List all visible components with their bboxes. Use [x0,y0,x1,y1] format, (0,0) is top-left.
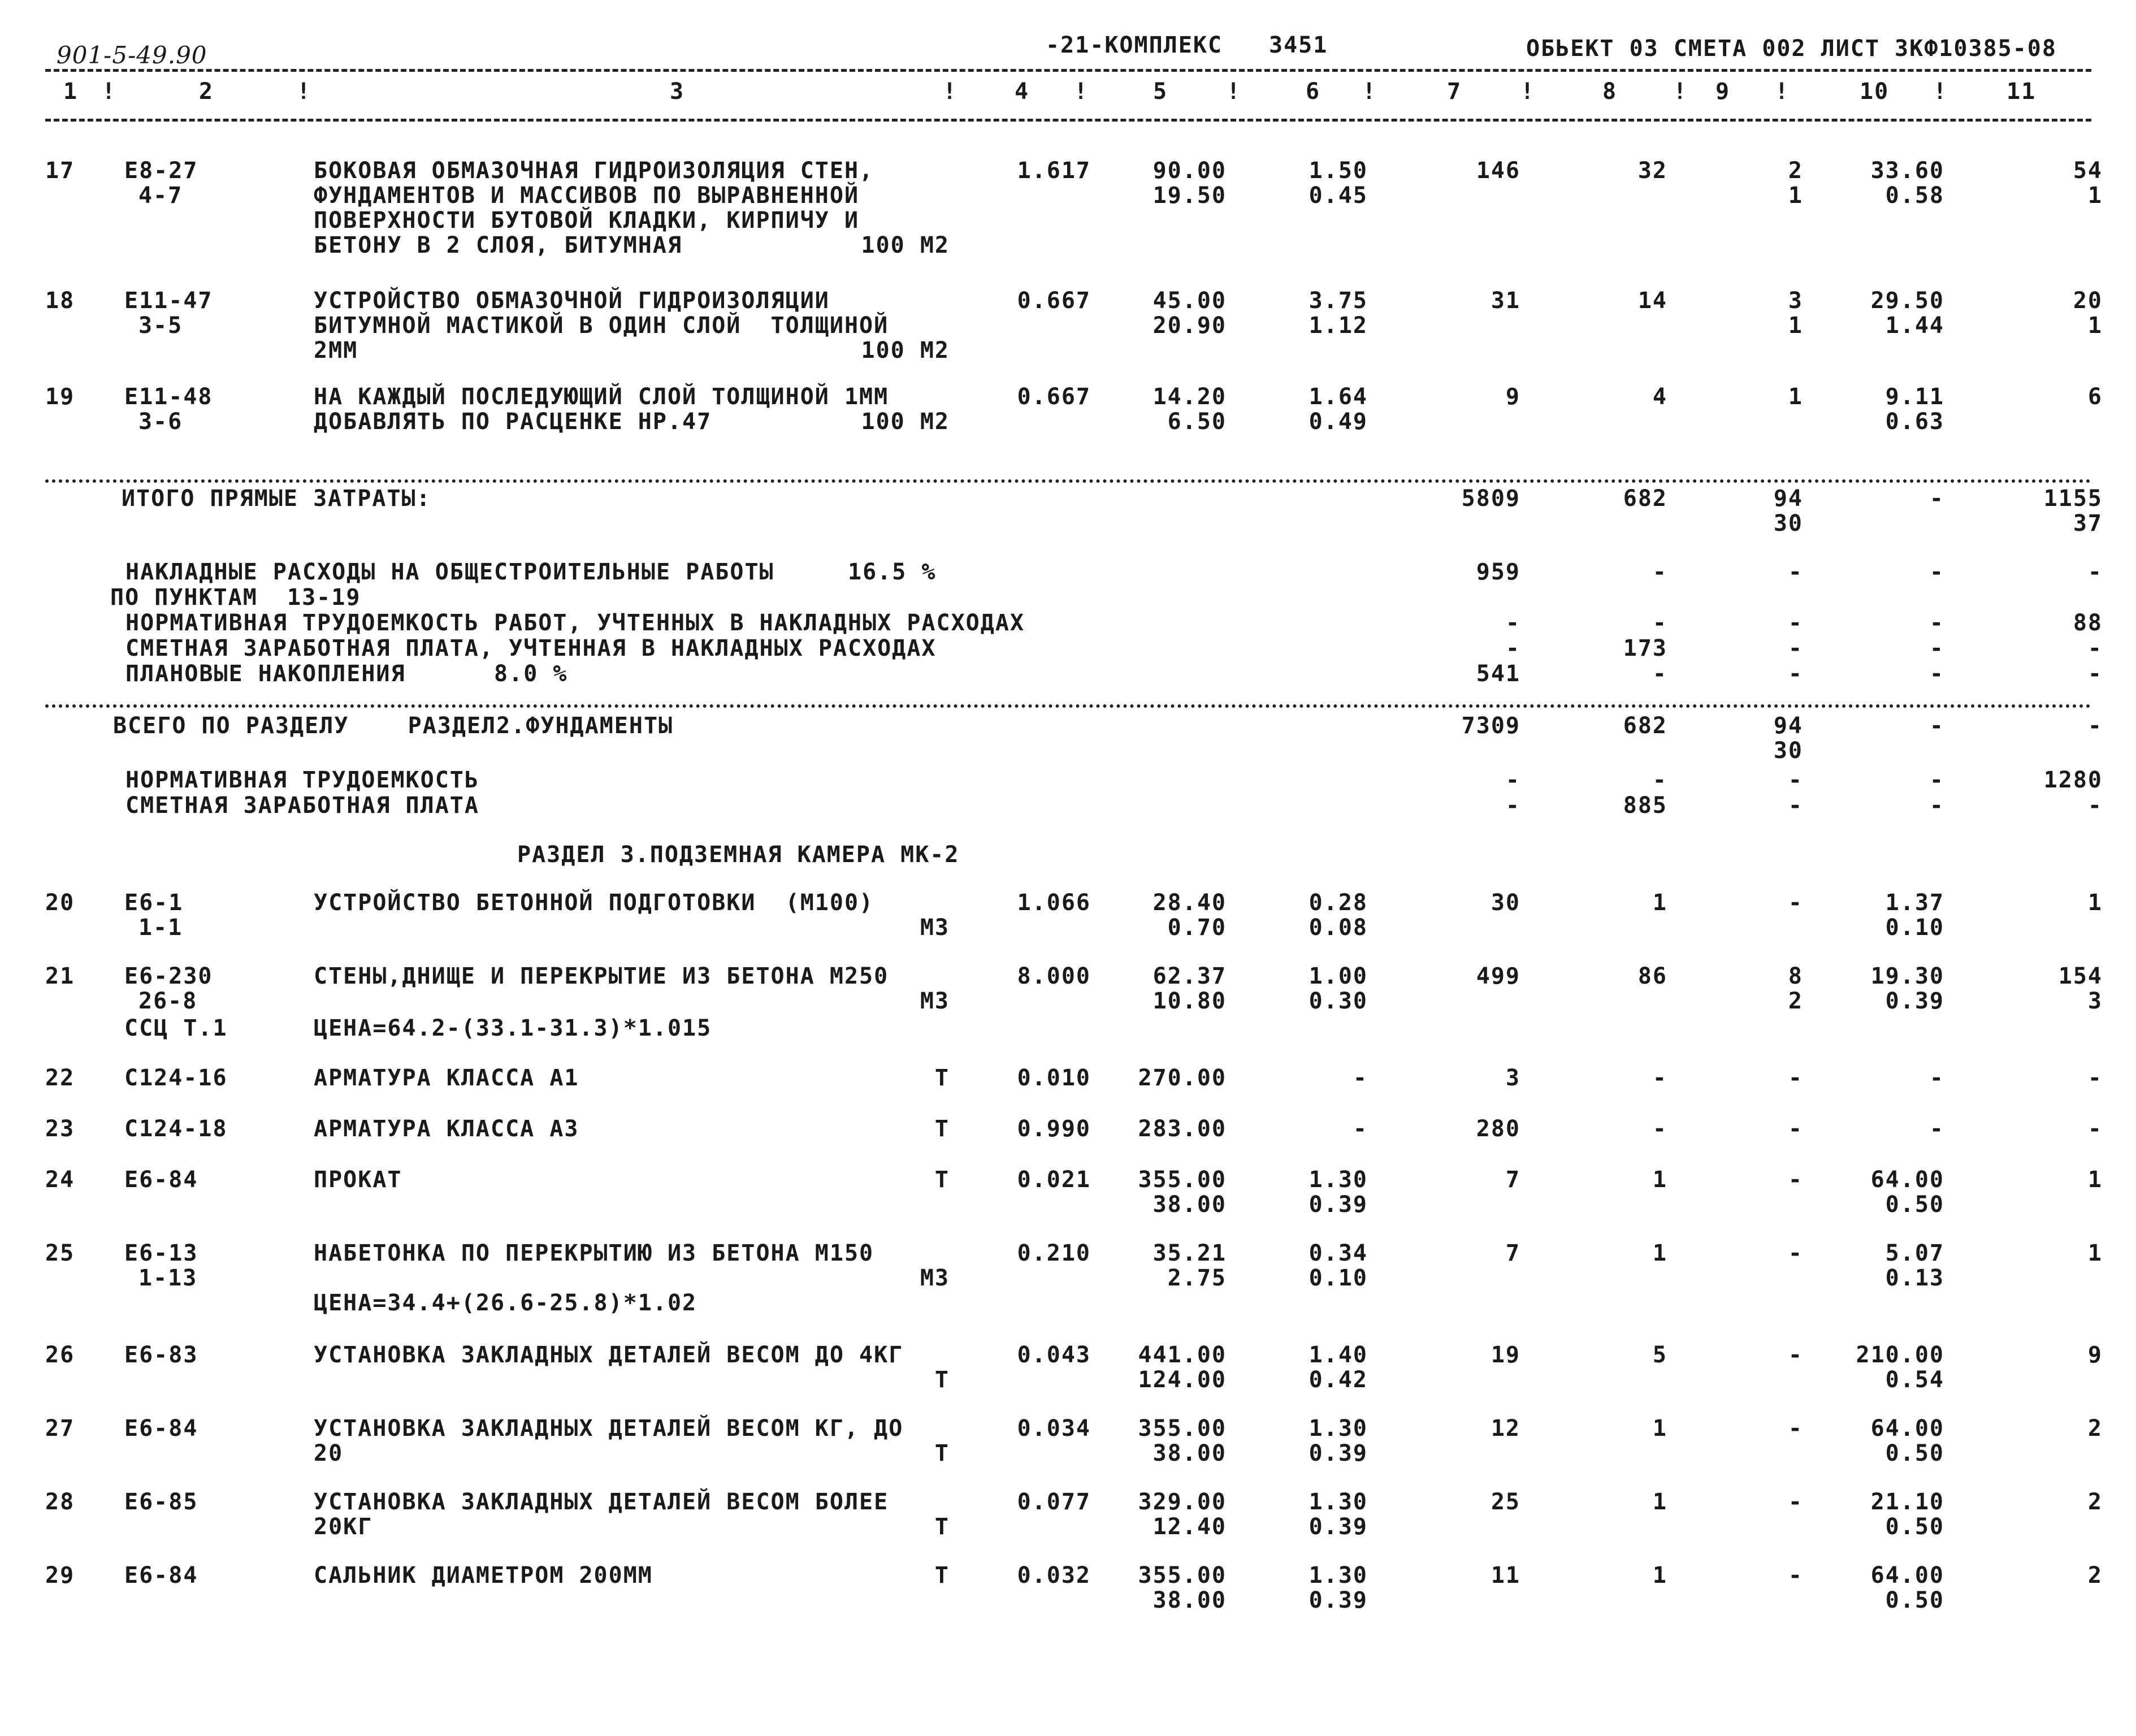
value-c8: 1 [1652,1240,1667,1266]
section3-title: РАЗДЕЛ 3.ПОДЗЕМНАЯ КАМЕРА МК-2 [517,842,960,868]
work-description: 20 [314,1440,344,1466]
work-description: ЦЕНА=34.4+(26.6-25.8)*1.02 [314,1290,697,1316]
column-header-4: 4 [1015,79,1030,105]
value-c9: - [1788,1167,1803,1193]
overhead-c8: - [1652,661,1667,687]
row-number: 23 [45,1116,75,1142]
value-c9: - [1788,1489,1803,1515]
value-c10: 64.00 [1870,1415,1944,1441]
value-c5: 329.00 [1138,1489,1227,1515]
value-c7: 7 [1505,1167,1520,1193]
value-c9: 2 [1788,988,1803,1014]
value-c10: 5.07 [1885,1240,1944,1266]
value-c9: 3 [1788,288,1803,314]
value-c5: 355.00 [1138,1167,1227,1193]
value-c11: 2 [2087,1562,2103,1588]
value-c6: 0.08 [1309,915,1368,941]
value-c6: 0.39 [1309,1440,1368,1466]
value-c8: 14 [1637,288,1667,314]
row-number: 17 [45,158,75,184]
overhead-c10: - [1929,635,1944,661]
totals-c9: 94 [1773,486,1803,512]
value-c11: 54 [2073,158,2103,184]
rate-code: Е6-84 [124,1167,198,1193]
work-description: БЕТОНУ В 2 СЛОЯ, БИТУМНАЯ [314,232,683,258]
column-separator: ! [1362,79,1377,105]
work-description: БОКОВАЯ ОБМАЗОЧНАЯ ГИДРОИЗОЛЯЦИЯ СТЕН, [314,158,874,184]
value-c8: 86 [1637,963,1667,989]
value-c7: 12 [1491,1415,1520,1441]
totals-rule [45,479,2091,483]
value-c9: 2 [1788,158,1803,184]
value-c10: 0.10 [1885,915,1944,941]
overhead-c7: - [1505,635,1520,661]
value-c6: 1.30 [1309,1562,1368,1588]
work-description: ЦЕНА=64.2-(33.1-31.3)*1.015 [314,1015,712,1041]
value-c7: 30 [1491,890,1520,916]
value-c5: 355.00 [1138,1562,1227,1588]
value-c10: 0.50 [1885,1514,1944,1540]
value-c5: 270.00 [1138,1065,1227,1091]
quantity: 0.667 [1017,288,1091,314]
rate-code: Е6-230 [124,963,213,989]
section-extra-c8: - [1652,767,1667,793]
overhead-c11: - [2087,635,2103,661]
value-c11: 1 [2087,890,2103,916]
section-extra-c11: - [2087,793,2103,819]
totals-c9: 30 [1773,510,1803,536]
row-number: 27 [45,1415,75,1441]
value-c5: 38.00 [1153,1440,1227,1466]
work-description: УСТАНОВКА ЗАКЛАДНЫХ ДЕТАЛЕЙ ВЕСОМ КГ, ДО [314,1415,904,1441]
overhead-c7: - [1505,610,1520,636]
unit-of-measure: Т [934,1065,950,1091]
rate-code: Е6-1 [124,890,184,916]
value-c9: - [1788,1065,1803,1091]
work-description: НА КАЖДЫЙ ПОСЛЕДУЮЩИЙ СЛОЙ ТОЛЩИНОЙ 1ММ [314,384,889,410]
overhead-c7: 959 [1476,559,1520,585]
overhead-c10: - [1929,610,1944,636]
unit-of-measure: 100 М2 [861,232,950,258]
totals-c8: 682 [1623,486,1667,512]
overhead-c8: - [1652,559,1667,585]
value-c5: 35.21 [1153,1240,1227,1266]
value-c5: 283.00 [1138,1116,1227,1142]
value-c7: 9 [1505,384,1520,410]
value-c7: 25 [1491,1489,1520,1515]
value-c9: - [1788,1116,1803,1142]
value-c5: 19.50 [1153,183,1227,209]
value-c5: 38.00 [1153,1587,1227,1613]
value-c10: 0.54 [1885,1367,1944,1393]
row-number: 24 [45,1167,75,1193]
value-c5: 12.40 [1153,1514,1227,1540]
value-c11: 1 [2087,183,2103,209]
value-c8: 32 [1637,158,1667,184]
quantity: 0.667 [1017,384,1091,410]
value-c10: 0.58 [1885,183,1944,209]
value-c10: - [1929,1116,1944,1142]
row-number: 29 [45,1562,75,1588]
work-description: СТЕНЫ,ДНИЩЕ И ПЕРЕКРЫТИЕ ИЗ БЕТОНА М250 [314,963,889,989]
overhead-label: СМЕТНАЯ ЗАРАБОТНАЯ ПЛАТА, УЧТЕННАЯ В НАКЛАДНЫХ РАСХОДАХ [125,635,937,661]
overhead-label: НОРМАТИВНАЯ ТРУДОЕМКОСТЬ РАБОТ, УЧТЕННЫХ В НАКЛАДНЫХ РАСХОДАХ [125,610,1025,636]
value-c5: 28.40 [1153,890,1227,916]
value-c11: 2 [2087,1489,2103,1515]
value-c10: 0.50 [1885,1587,1944,1613]
work-description: УСТРОЙСТВО ОБМАЗОЧНОЙ ГИДРОИЗОЛЯЦИИ [314,288,830,314]
overhead-c8: 173 [1623,635,1667,661]
unit-of-measure: М3 [920,1265,950,1291]
value-c9: - [1788,1342,1803,1368]
quantity: 0.210 [1017,1240,1091,1266]
value-c10: 0.50 [1885,1192,1944,1218]
section-extra-c11: 1280 [2043,767,2103,793]
value-c6: 0.39 [1309,1192,1368,1218]
value-c5: 441.00 [1138,1342,1227,1368]
overhead-c9: - [1788,610,1803,636]
value-c7: 11 [1491,1562,1520,1588]
value-c5: 124.00 [1138,1367,1227,1393]
rate-code-sub: 1-1 [138,915,183,941]
complex-number: 3451 [1269,32,1328,58]
value-c5: 45.00 [1153,288,1227,314]
row-number: 22 [45,1065,75,1091]
overhead-c11: - [2087,559,2103,585]
quantity: 1.066 [1017,890,1091,916]
row-number: 18 [45,288,75,314]
rate-code: Е6-84 [124,1562,198,1588]
value-c6: 0.39 [1309,1587,1368,1613]
value-c9: - [1788,890,1803,916]
work-description: 20КГ [314,1514,373,1540]
overhead-label: ПЛАНОВЫЕ НАКОПЛЕНИЯ 8.0 % [125,661,568,687]
section-extra-c7: - [1505,793,1520,819]
quantity: 8.000 [1017,963,1091,989]
section-total-c11: - [2087,713,2103,739]
value-c11: - [2087,1065,2103,1091]
value-c11: 9 [2087,1342,2103,1368]
section-total-c8: 682 [1623,713,1667,739]
work-description: УСТАНОВКА ЗАКЛАДНЫХ ДЕТАЛЕЙ ВЕСОМ ДО 4КГ [314,1342,904,1368]
value-c10: 1.37 [1885,890,1944,916]
rate-code-sub: 3-5 [138,313,183,339]
unit-of-measure: Т [934,1514,950,1540]
value-c6: - [1353,1065,1368,1091]
column-separator: ! [943,79,958,105]
value-c5: 62.37 [1153,963,1227,989]
section-extra-c10: - [1929,767,1944,793]
totals-c10: - [1929,486,1944,512]
section-total-c7: 7309 [1461,713,1520,739]
value-c5: 10.80 [1153,988,1227,1014]
value-c8: - [1652,1116,1667,1142]
rate-code: Е6-83 [124,1342,198,1368]
section-total-rule [45,704,2091,708]
value-c10: 0.63 [1885,409,1944,435]
overhead-c9: - [1788,559,1803,585]
overhead-c9: - [1788,635,1803,661]
section-extra-label: НОРМАТИВНАЯ ТРУДОЕМКОСТЬ [125,767,479,793]
quantity: 1.617 [1017,158,1091,184]
value-c10: 29.50 [1870,288,1944,314]
value-c9: - [1788,1240,1803,1266]
overhead-c7: 541 [1476,661,1520,687]
value-c6: 0.49 [1309,409,1368,435]
value-c9: 1 [1788,313,1803,339]
work-description: УСТАНОВКА ЗАКЛАДНЫХ ДЕТАЛЕЙ ВЕСОМ БОЛЕЕ [314,1489,889,1515]
value-c7: 3 [1505,1065,1520,1091]
value-c8: 1 [1652,1489,1667,1515]
value-c6: 1.12 [1309,313,1368,339]
value-c11: 154 [2058,963,2103,989]
value-c7: 19 [1491,1342,1520,1368]
column-separator: ! [297,79,312,105]
handwritten-code: 901-5-49.90 [57,41,207,69]
rate-code-sub: 4-7 [138,183,183,209]
overhead-c10: - [1929,559,1944,585]
value-c10: - [1929,1065,1944,1091]
value-c5: 0.70 [1167,915,1227,941]
value-c8: 1 [1652,1415,1667,1441]
column-header-2: 2 [199,79,214,105]
rate-code: Е6-13 [124,1240,198,1266]
work-description: САЛЬНИК ДИАМЕТРОМ 200ММ [314,1562,653,1588]
work-description: ФУНДАМЕНТОВ И МАССИВОВ ПО ВЫРАВНЕННОЙ [314,183,860,209]
rate-code-sub: 26-8 [138,988,198,1014]
row-number: 28 [45,1489,75,1515]
section-total-c10: - [1929,713,1944,739]
overhead-label: ПО ПУНКТАМ 13-19 [110,585,361,611]
section-extra-c7: - [1505,767,1520,793]
value-c11: 6 [2087,384,2103,410]
value-c5: 20.90 [1153,313,1227,339]
section-extra-c9: - [1788,767,1803,793]
value-c8: 1 [1652,1167,1667,1193]
rate-code: Е6-84 [124,1415,198,1441]
value-c6: 1.30 [1309,1489,1368,1515]
quantity: 0.034 [1017,1415,1091,1441]
value-c5: 14.20 [1153,384,1227,410]
unit-of-measure: 100 М2 [861,337,950,363]
object-info: ОБЬЕКТ 03 СМЕТА 002 ЛИСТ 3КФ10385-08 [1526,36,2057,62]
work-description: АРМАТУРА КЛАССА А1 [314,1065,579,1091]
value-c5: 355.00 [1138,1415,1227,1441]
quantity: 0.990 [1017,1116,1091,1142]
overhead-label: НАКЛАДНЫЕ РАСХОДЫ НА ОБЩЕСТРОИТЕЛЬНЫЕ РАБОТЫ 16.5 % [125,559,937,585]
work-description: УСТРОЙСТВО БЕТОННОЙ ПОДГОТОВКИ (М100) [314,890,874,916]
quantity: 0.010 [1017,1065,1091,1091]
work-description: ДОБАВЛЯТЬ ПО РАСЦЕНКЕ НР.47 [314,409,712,435]
overhead-c9: - [1788,661,1803,687]
section-extra-c8: 885 [1623,793,1667,819]
totals-c7: 5809 [1461,486,1520,512]
row-number: 25 [45,1240,75,1266]
column-header-5: 5 [1153,79,1168,105]
value-c6: 0.42 [1309,1367,1368,1393]
header-rule-top [45,69,2091,72]
column-header-8: 8 [1602,79,1618,105]
column-header-6: 6 [1306,79,1321,105]
value-c6: 3.75 [1309,288,1368,314]
value-c6: 0.10 [1309,1265,1368,1291]
unit-of-measure: М3 [920,915,950,941]
quantity: 0.043 [1017,1342,1091,1368]
section-extra-label: СМЕТНАЯ ЗАРАБОТНАЯ ПЛАТА [125,793,479,819]
value-c6: 0.34 [1309,1240,1368,1266]
value-c6: 0.45 [1309,183,1368,209]
overhead-c10: - [1929,661,1944,687]
rate-code-sub: 3-6 [138,409,183,435]
value-c10: 21.10 [1870,1489,1944,1515]
value-c6: 1.30 [1309,1167,1368,1193]
value-c5: 38.00 [1153,1192,1227,1218]
value-c6: 0.39 [1309,1514,1368,1540]
value-c8: 1 [1652,890,1667,916]
rate-code: С124-16 [124,1065,228,1091]
overhead-c11: - [2087,661,2103,687]
value-c9: - [1788,1415,1803,1441]
column-separator: ! [1775,79,1790,105]
column-header-3: 3 [670,79,685,105]
value-c11: 3 [2087,988,2103,1014]
value-c11: 1 [2087,1240,2103,1266]
work-description: БИТУМНОЙ МАСТИКОЙ В ОДИН СЛОЙ ТОЛЩИНОЙ [314,313,889,339]
work-description: 2ММ [314,337,358,363]
value-c8: - [1652,1065,1667,1091]
work-description: ПОВЕРХНОСТИ БУТОВОЙ КЛАДКИ, КИРПИЧУ И [314,207,860,233]
value-c7: 280 [1476,1116,1520,1142]
row-number: 19 [45,384,75,410]
value-c10: 0.50 [1885,1440,1944,1466]
value-c10: 0.39 [1885,988,1944,1014]
value-c9: 8 [1788,963,1803,989]
value-c10: 210.00 [1856,1342,1944,1368]
unit-of-measure: Т [934,1367,950,1393]
column-separator: ! [102,79,117,105]
value-c11: - [2087,1116,2103,1142]
totals-c11: 1155 [2043,486,2103,512]
work-description: НАБЕТОНКА ПО ПЕРЕКРЫТИЮ ИЗ БЕТОНА М150 [314,1240,874,1266]
section-extra-c10: - [1929,793,1944,819]
unit-of-measure: Т [934,1167,950,1193]
row-number: 26 [45,1342,75,1368]
value-c5: 2.75 [1167,1265,1227,1291]
value-c7: 31 [1491,288,1520,314]
rate-code-sub: 1-13 [138,1265,198,1291]
overhead-c11: 88 [2073,610,2103,636]
quantity: 0.021 [1017,1167,1091,1193]
value-c6: 1.50 [1309,158,1368,184]
value-c10: 19.30 [1870,963,1944,989]
column-separator: ! [1227,79,1242,105]
section-extra-c9: - [1788,793,1803,819]
unit-of-measure: Т [934,1440,950,1466]
value-c8: 1 [1652,1562,1667,1588]
value-c6: 0.30 [1309,988,1368,1014]
value-c5: 90.00 [1153,158,1227,184]
value-c9: 1 [1788,183,1803,209]
section-total-label: ВСЕГО ПО РАЗДЕЛУ РАЗДЕЛ2.ФУНДАМЕНТЫ [113,713,674,739]
totals-label: ИТОГО ПРЯМЫЕ ЗАТРАТЫ: [122,486,431,512]
value-c6: 1.00 [1309,963,1368,989]
quantity: 0.077 [1017,1489,1091,1515]
work-description: ПРОКАТ [314,1167,402,1193]
rate-code: Е8-27 [124,158,198,184]
value-c8: 5 [1652,1342,1667,1368]
rate-code-ref: ССЦ Т.1 [124,1015,228,1041]
quantity: 0.032 [1017,1562,1091,1588]
value-c11: 20 [2073,288,2103,314]
totals-c11: 37 [2073,510,2103,536]
section-total-c9: 94 [1773,713,1803,739]
column-separator: ! [1933,79,1948,105]
work-description: АРМАТУРА КЛАССА А3 [314,1116,579,1142]
unit-of-measure: Т [934,1116,950,1142]
value-c10: 64.00 [1870,1562,1944,1588]
value-c7: 499 [1476,963,1520,989]
value-c10: 64.00 [1870,1167,1944,1193]
column-header-1: 1 [63,79,79,105]
value-c8: 4 [1652,384,1667,410]
value-c6: 0.28 [1309,890,1368,916]
column-header-10: 10 [1860,79,1890,105]
section-total-c9: 30 [1773,738,1803,764]
value-c10: 9.11 [1885,384,1944,410]
value-c10: 33.60 [1870,158,1944,184]
value-c5: 6.50 [1167,409,1227,435]
value-c6: 1.30 [1309,1415,1368,1441]
value-c9: 1 [1788,384,1803,410]
value-c10: 0.13 [1885,1265,1944,1291]
value-c7: 146 [1476,158,1520,184]
rate-code: Е11-48 [124,384,213,410]
unit-of-measure: 100 М2 [861,409,950,435]
column-separator: ! [1074,79,1089,105]
value-c7: 7 [1505,1240,1520,1266]
column-header-9: 9 [1715,79,1731,105]
value-c6: 1.40 [1309,1342,1368,1368]
column-separator: ! [1673,79,1688,105]
rate-code: С124-18 [124,1116,228,1142]
row-number: 21 [45,963,75,989]
unit-of-measure: Т [934,1562,950,1588]
rate-code: Е6-85 [124,1489,198,1515]
column-separator: ! [1520,79,1536,105]
overhead-c8: - [1652,610,1667,636]
column-header-11: 11 [2007,79,2037,105]
rate-code: Е11-47 [124,288,213,314]
value-c6: - [1353,1116,1368,1142]
unit-of-measure: М3 [920,988,950,1014]
value-c9: - [1788,1562,1803,1588]
row-number: 20 [45,890,75,916]
complex-label: -21-КОМПЛЕКС [1046,32,1223,58]
value-c11: 1 [2087,313,2103,339]
value-c6: 1.64 [1309,384,1368,410]
value-c11: 2 [2087,1415,2103,1441]
header-rule-bottom [45,119,2091,122]
value-c11: 1 [2087,1167,2103,1193]
column-header-7: 7 [1447,79,1462,105]
value-c10: 1.44 [1885,313,1944,339]
